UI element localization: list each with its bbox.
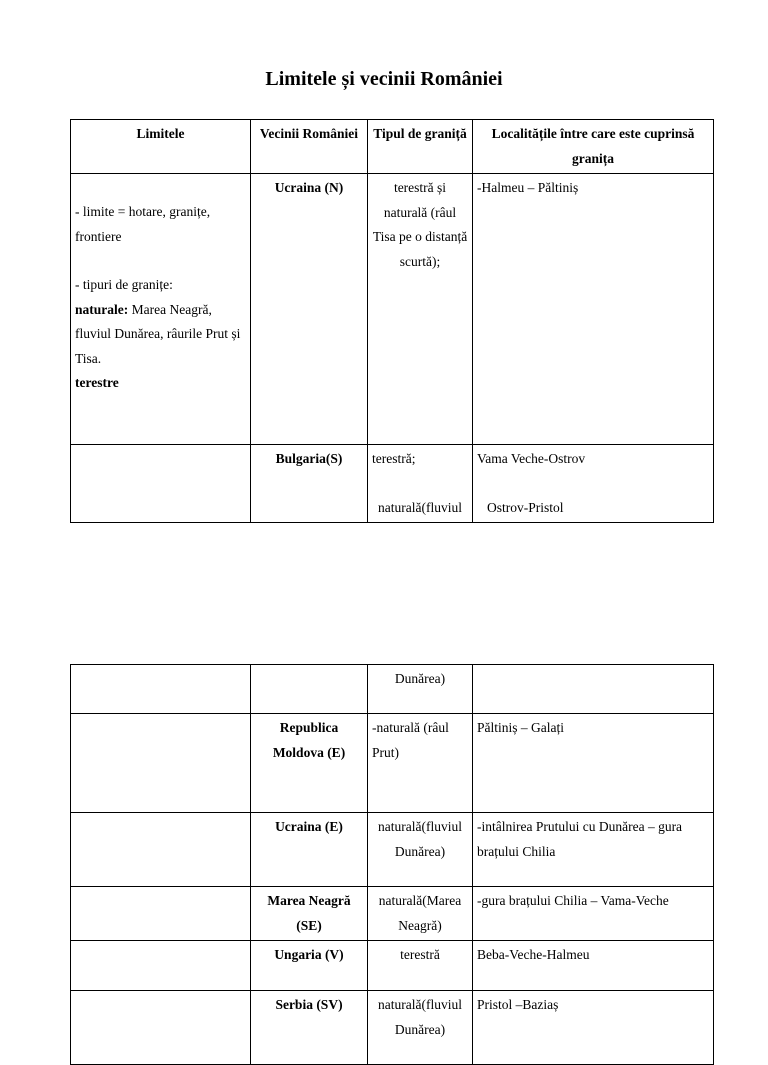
localities-cell: Beba-Veche-Halmeu: [473, 941, 714, 991]
border-type-cell: terestră: [368, 941, 473, 991]
border-type-cell: Dunărea): [368, 665, 473, 714]
neighbor-cell: Ungaria (V): [251, 941, 368, 991]
localities-cell: Păltiniș – Galați: [473, 714, 714, 813]
localities-cell: -Halmeu – Păltiniș: [473, 174, 714, 445]
borders-table-part1: [70, 119, 714, 523]
borders-table-part2: [70, 664, 714, 1065]
header-localities: Localitățile între care este cuprinsă granița: [473, 120, 714, 174]
table-row: [71, 714, 714, 813]
table-row: [71, 991, 714, 1065]
localities-cell: Pristol –Baziaș: [473, 991, 714, 1065]
empty-cell: [71, 941, 251, 991]
table-row: [71, 813, 714, 887]
natural-label: naturale:: [75, 301, 129, 317]
border-type-cell: naturală(fluviul Dunărea): [368, 813, 473, 887]
border-type-line: naturală(fluviul: [378, 499, 462, 515]
neighbor-cell: Bulgaria(S): [251, 445, 368, 523]
table-row: [71, 887, 714, 941]
border-type-cell: [368, 445, 473, 523]
table-row: [71, 445, 714, 523]
header-neighbors: Vecinii României: [251, 120, 368, 174]
table-row: [71, 665, 714, 714]
neighbor-cell: Ucraina (N): [251, 174, 368, 445]
localities-cell: [473, 445, 714, 523]
neighbor-cell: Marea Neagră (SE): [251, 887, 368, 941]
border-type-line: terestră;: [372, 451, 416, 466]
limits-cell: [71, 174, 251, 445]
natural-text: Marea Neagră, fluviul Dunărea, râurile Prut și Tisa.: [75, 301, 241, 366]
border-types-label: - tipuri de granițe:: [75, 277, 173, 292]
empty-cell: [71, 445, 251, 523]
table-header-row: [71, 120, 714, 174]
empty-cell: [71, 991, 251, 1065]
localities-line: Vama Veche-Ostrov: [477, 451, 586, 466]
neighbor-cell: [251, 665, 368, 714]
header-limits: Limitele: [71, 120, 251, 174]
limits-definition: - limite = hotare, granițe, frontiere: [75, 204, 211, 244]
empty-cell: [71, 813, 251, 887]
empty-cell: [71, 887, 251, 941]
localities-line: Ostrov-Pristol: [487, 499, 564, 515]
empty-cell: [71, 665, 251, 714]
border-type-cell: naturală(Marea Neagră): [368, 887, 473, 941]
neighbor-cell: Serbia (SV): [251, 991, 368, 1065]
localities-cell: -gura brațului Chilia – Vama-Veche: [473, 887, 714, 941]
localities-cell: [473, 665, 714, 714]
empty-cell: [71, 714, 251, 813]
header-border-type: Tipul de graniță: [368, 120, 473, 174]
terrestrial-label: terestre: [75, 375, 119, 390]
table-row: [71, 941, 714, 991]
border-type-cell: terestră și naturală (râul Tisa pe o distanță scurtă);: [368, 174, 473, 445]
natural-borders: [75, 298, 246, 372]
page-title: Limitele și vecinii României: [265, 68, 503, 90]
border-type-cell: -naturală (râul Prut): [368, 714, 473, 813]
localities-cell: -intâlnirea Prutului cu Dunărea – gura brațului Chilia: [473, 813, 714, 887]
table-row: [71, 174, 714, 445]
neighbor-cell: Ucraina (E): [251, 813, 368, 887]
neighbor-cell: Republica Moldova (E): [251, 714, 368, 813]
border-type-cell: naturală(fluviul Dunărea): [368, 991, 473, 1065]
